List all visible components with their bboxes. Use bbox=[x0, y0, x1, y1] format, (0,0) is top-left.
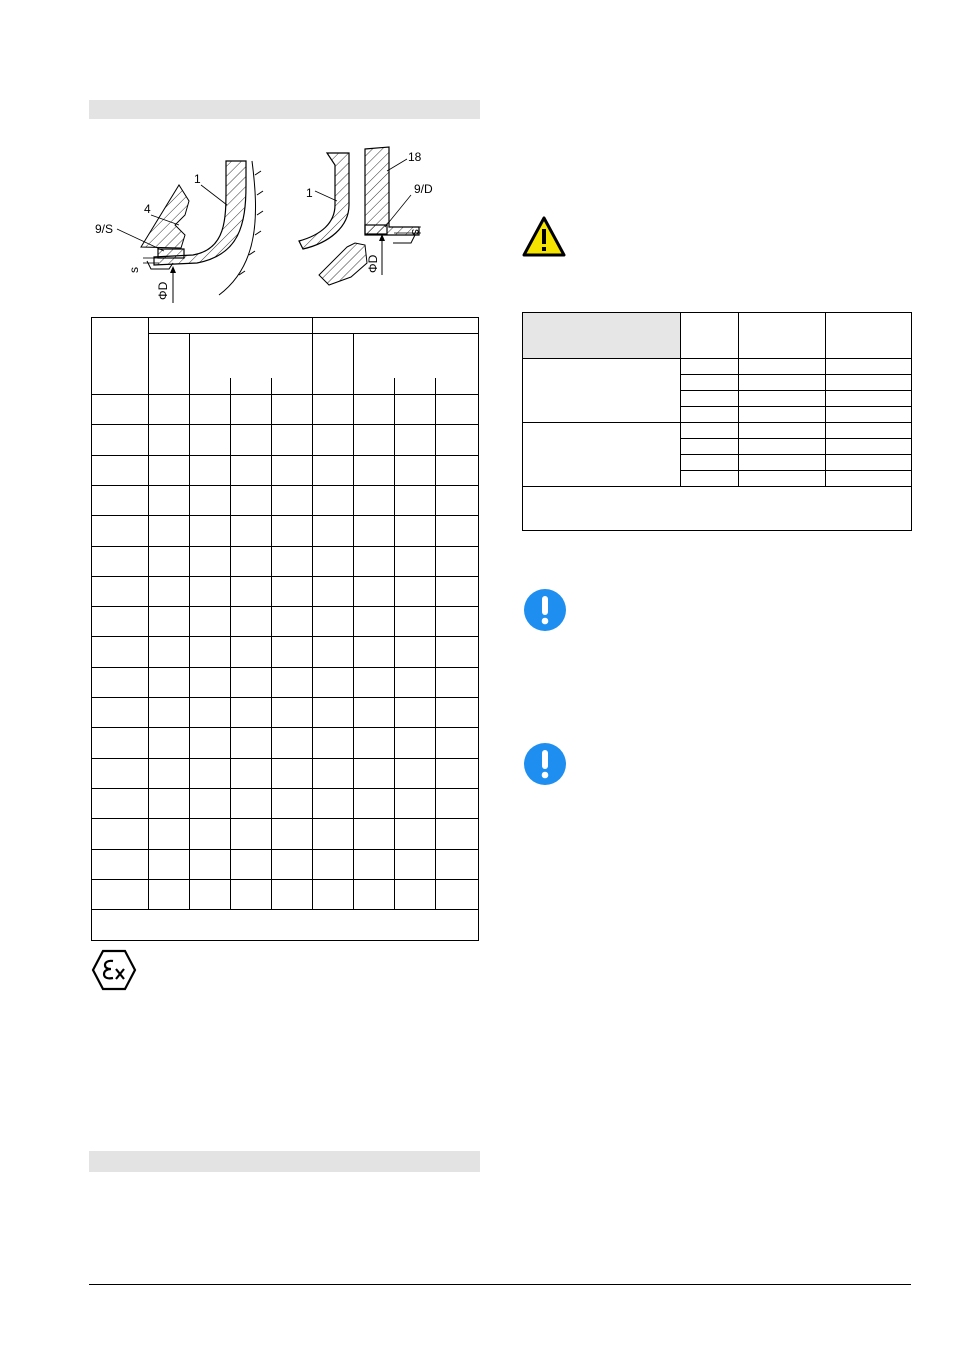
header-cell bbox=[149, 318, 313, 334]
header-cell bbox=[354, 378, 395, 394]
table-row bbox=[92, 546, 479, 576]
table-row bbox=[92, 425, 479, 455]
header-cell bbox=[190, 334, 313, 378]
exclamation-info-icon bbox=[523, 742, 567, 786]
right-seal-drawing bbox=[299, 147, 433, 285]
table-row bbox=[92, 485, 479, 515]
table-row bbox=[92, 819, 479, 849]
table-row bbox=[92, 455, 479, 485]
table-row bbox=[92, 607, 479, 637]
header-cell bbox=[523, 313, 681, 359]
label-cover-right: 18 bbox=[408, 150, 422, 164]
table-row bbox=[92, 637, 479, 667]
header-cell bbox=[681, 313, 739, 359]
label-impeller-left: 1 bbox=[194, 172, 201, 186]
header-cell bbox=[354, 334, 479, 378]
header-cell bbox=[149, 334, 190, 395]
label-housing-left: 4 bbox=[144, 202, 151, 216]
table-row bbox=[523, 423, 912, 439]
table-header-row bbox=[523, 313, 912, 359]
header-cell bbox=[313, 318, 479, 334]
table-footnote-row bbox=[523, 487, 912, 531]
header-cell bbox=[231, 378, 272, 394]
ex-explosion-protection-icon bbox=[91, 949, 137, 991]
section-heading-bar-bottom bbox=[89, 1151, 480, 1172]
header-cell bbox=[190, 378, 231, 394]
header-cell bbox=[436, 378, 479, 394]
table-row bbox=[92, 849, 479, 879]
gap-dimension-table bbox=[91, 317, 479, 941]
table-row bbox=[92, 394, 479, 424]
label-diameter-left: ΦD bbox=[156, 281, 170, 300]
section-heading-bar-top bbox=[89, 100, 480, 119]
table-row bbox=[92, 728, 479, 758]
header-cell bbox=[272, 378, 313, 394]
table-footnote-row bbox=[92, 910, 479, 941]
label-diameter-right: ΦD bbox=[366, 254, 380, 273]
table-row bbox=[92, 789, 479, 819]
header-cell bbox=[826, 313, 912, 359]
footer-rule bbox=[89, 1284, 911, 1285]
table-row bbox=[92, 758, 479, 788]
table-header-row bbox=[92, 318, 479, 334]
header-cell bbox=[92, 318, 149, 395]
label-seal-ring-left: 9/S bbox=[95, 222, 114, 236]
label-impeller-right: 1 bbox=[306, 186, 313, 200]
label-gap-left: s bbox=[127, 267, 141, 273]
header-cell bbox=[395, 378, 436, 394]
torque-table bbox=[522, 312, 912, 531]
table-row bbox=[92, 880, 479, 910]
left-seal-drawing bbox=[95, 161, 263, 303]
table-header-row bbox=[92, 334, 479, 378]
table-row bbox=[92, 576, 479, 606]
table-body bbox=[92, 394, 479, 940]
exclamation-info-icon bbox=[523, 588, 567, 632]
table-row bbox=[92, 516, 479, 546]
header-cell bbox=[313, 334, 354, 395]
table-row bbox=[92, 667, 479, 697]
table-row bbox=[523, 359, 912, 375]
seal-gap-figure bbox=[89, 145, 481, 310]
header-cell bbox=[739, 313, 826, 359]
warning-triangle-icon bbox=[522, 216, 566, 258]
label-gap-right: s bbox=[409, 229, 423, 235]
label-seal-ring-right: 9/D bbox=[414, 182, 433, 196]
table-row bbox=[92, 698, 479, 728]
